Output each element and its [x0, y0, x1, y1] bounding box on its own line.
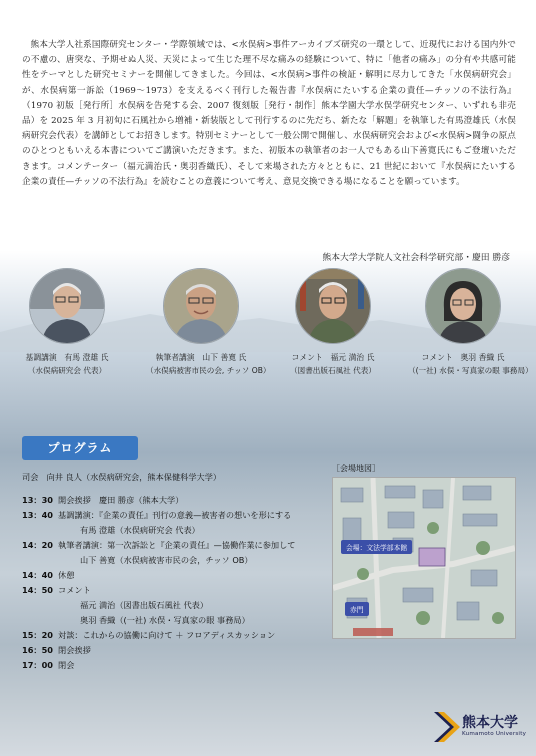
program-text: コメント — [58, 585, 91, 595]
program-item — [22, 628, 322, 643]
speaker-affiliation: （水俣病被害市民の会, チッソ OB） — [146, 366, 271, 375]
map-venue-label: 会場：文法学部本館 — [341, 540, 412, 554]
logo-name: 熊本大学 — [462, 715, 518, 731]
program-time: 14：20 — [22, 540, 53, 550]
program-time: 14：40 — [22, 570, 53, 580]
speaker-role: コメント 奥羽 香織 氏 — [421, 353, 505, 362]
program-text: 有馬 澄雄（水俣病研究会 代表） — [80, 525, 200, 535]
program-item — [22, 643, 322, 658]
program-item — [22, 658, 322, 673]
program-item — [22, 553, 322, 568]
program-time: 16：50 — [22, 645, 53, 655]
speaker-card — [12, 268, 122, 376]
program-item — [22, 613, 322, 628]
speaker-role: コメント 福元 満治 氏 — [291, 353, 375, 362]
program-time: 17：00 — [22, 660, 53, 670]
program-text: 山下 善寛（水俣病被害市民の会，チッソ OB） — [80, 555, 253, 565]
logo-subtitle: Kumamoto University — [462, 731, 527, 737]
program-text: 開会挨拶 慶田 勝彦（熊本大学） — [58, 495, 184, 505]
program-item — [22, 598, 322, 613]
program-text: 閉会 — [58, 660, 75, 670]
program-item — [22, 583, 322, 598]
program-text: 閉会挨拶 — [58, 645, 91, 655]
intro-paragraph: 熊本大学人社系国際研究センター・学際領域では、<水俣病>事件アーカイブズ研究の一環として、近現代における国内外での不慮の、唐突な、予期せぬ人災、天災によって生じた理不尽な痛みの経験について、特に「他者の痛み」の分有や共感可能性をテーマとした研究セミナーを開催してきました。今回は、<水俣病>事件の検証・解明に尽力してきた「水俣病研究会」が、水俣病第一訴訟（1969〜1973）を支えるべく刊行した報告書『水俣病にたいする企業の責任—チッソの不法行為』（1970 初版［発行所］水俣病を告発する会、2007 復刻版［発行・制作］熊本学園大学水俣学研究センター、いずれも非売品）を 2025 年 3 月初旬に石風社から増補・新装版として刊行するのに先だち、新たな「解題」を執筆した有馬澄雄氏（水俣病研究会代表）を講師としてお招きします。特別セミナーとして一般公開で開催し、水俣病研究会および<水俣病>闘争の原点のひとつともいえる本書についてご講演いただきます。また、初版本の執筆者のお一人でもある山下善寛氏にもご登壇いただきます。コメンテーター（福元満治氏・奥羽香織氏）、そして来場された方々とともに、21 世紀において『水俣病にたいする企業の責任—チッソの不法行為』を読むことの意義について考え、意見交換できる場になることを願っています。 — [22, 40, 516, 187]
program-time: 13：40 — [22, 510, 53, 520]
program-list — [22, 470, 322, 673]
program-item — [22, 538, 322, 553]
speaker-role: 執筆者講演 山下 善寛 氏 — [155, 353, 247, 362]
program-item — [22, 523, 322, 538]
speaker-card — [146, 268, 271, 376]
portrait-photo-icon — [163, 268, 239, 344]
map-gate-label: 赤門 — [345, 602, 369, 616]
program-time: 13：30 — [22, 495, 53, 505]
program-text: 基調講演：『企業の責任』刊行の意義—被害者の想いを形にする — [58, 510, 292, 520]
program-time: 15：20 — [22, 630, 53, 640]
program-time: 14：50 — [22, 585, 53, 595]
campus-map — [332, 477, 516, 639]
program-text: 執筆者講演：第一次訴訟と『企業の責任』—協働作業に参加して — [58, 540, 296, 550]
signature: 熊本大学大学院人文社会科学研究部・慶田 勝彦 — [322, 253, 510, 263]
speaker-affiliation: （図書出版石風社 代表） — [290, 366, 376, 375]
program-item — [22, 493, 322, 508]
program-text: 福元 満治（図書出版石風社 代表） — [80, 600, 209, 610]
speaker-affiliation: （水俣病研究会 代表） — [27, 366, 107, 375]
speaker-card — [408, 268, 533, 376]
program-text: 奥羽 香織（(一社) 水俣・写真家の眼 事務局） — [80, 615, 250, 625]
map-title: ［会場地図］ — [332, 464, 380, 473]
program-heading: プログラム — [22, 436, 138, 460]
speaker-card — [278, 268, 388, 376]
speaker-role: 基調講演 有馬 澄雄 氏 — [25, 353, 109, 362]
portrait-photo-icon — [425, 268, 501, 344]
program-text: 休憩 — [58, 570, 75, 580]
speaker-affiliation: （(一社) 水俣・写真家の眼 事務局） — [408, 366, 533, 375]
program-item — [22, 508, 322, 523]
moderator-line: 司会 向井 良人（水俣病研究会，熊本保健科学大学） — [22, 472, 222, 482]
program-text: 対談：これからの協働に向けて ＋ フロアディスカッション — [58, 630, 276, 640]
portrait-photo-icon — [29, 268, 105, 344]
program-item — [22, 568, 322, 583]
portrait-photo-icon — [295, 268, 371, 344]
